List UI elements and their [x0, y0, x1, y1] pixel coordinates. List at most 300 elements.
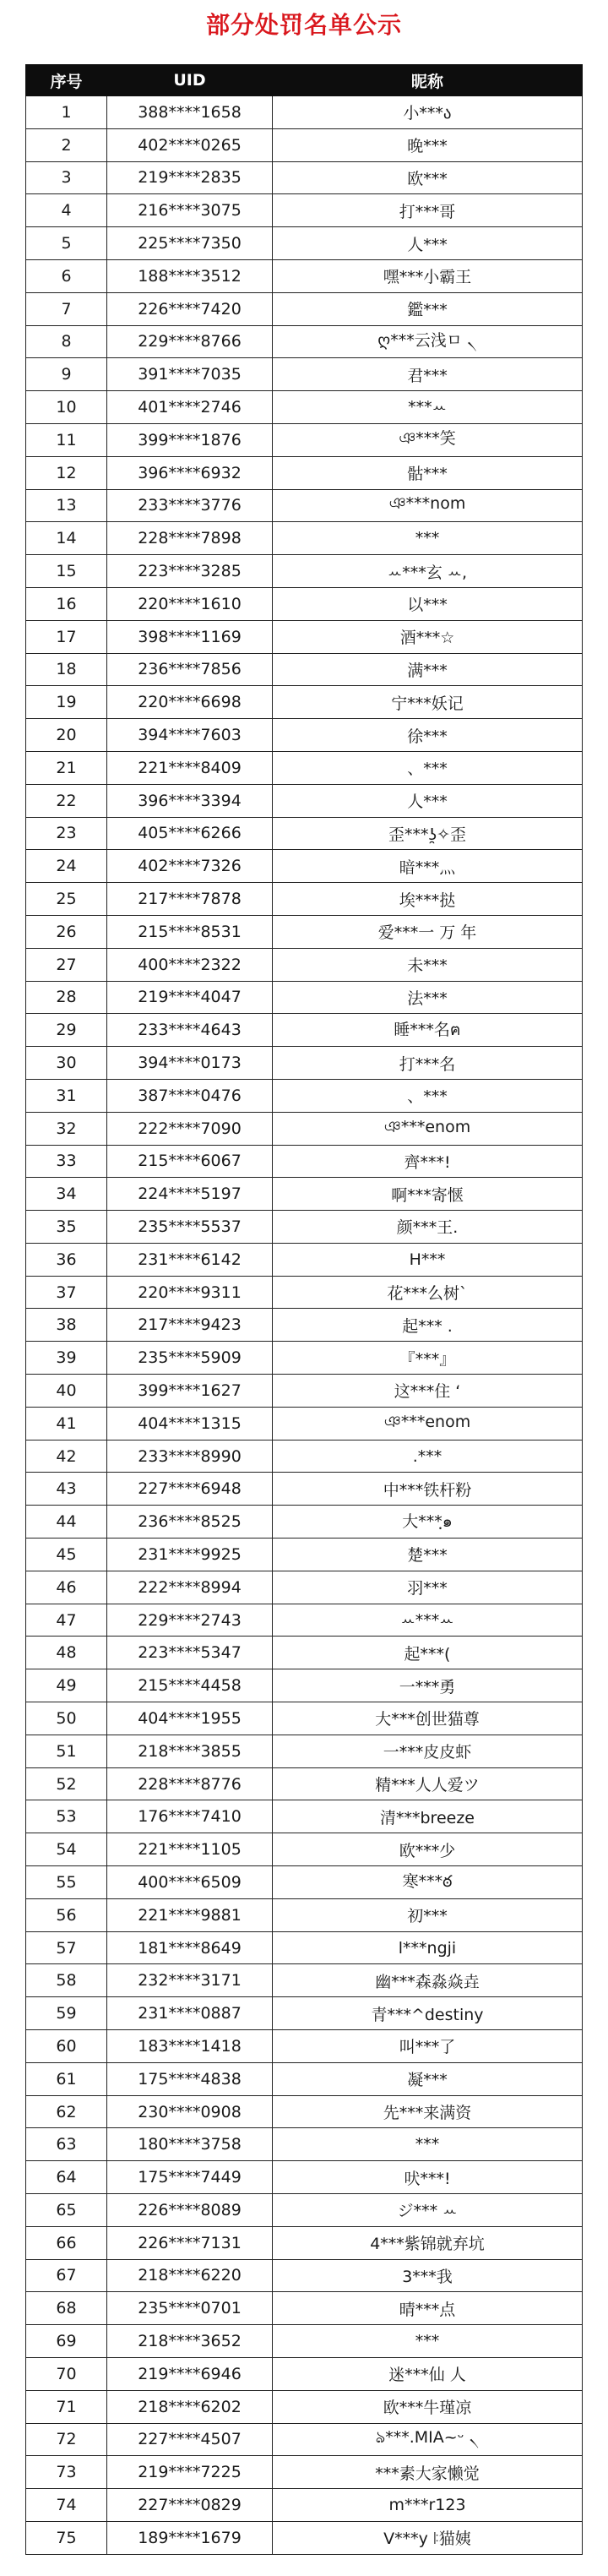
cell-nickname: 幽***森淼焱垚 [273, 1964, 583, 1997]
cell-number: 23 [26, 817, 107, 850]
cell-nickname: ঞ***enom [273, 1407, 583, 1440]
cell-nickname: 这***住 ‘ [273, 1375, 583, 1408]
cell-number: 54 [26, 1833, 107, 1866]
cell-uid: 220****6698 [107, 686, 273, 719]
table-row [26, 587, 583, 620]
cell-number: 52 [26, 1767, 107, 1800]
cell-uid: 227****0829 [107, 2489, 273, 2522]
table-row [26, 1473, 583, 1506]
cell-nickname: 起*** . [273, 1309, 583, 1342]
table-row [26, 2521, 583, 2554]
cell-nickname: 大***创世猫尊 [273, 1702, 583, 1735]
cell-uid: 394****0173 [107, 1047, 273, 1080]
cell-uid: 175****7449 [107, 2161, 273, 2194]
cell-uid: 387****0476 [107, 1079, 273, 1112]
cell-nickname: 、*** [273, 751, 583, 784]
cell-uid: 227****6948 [107, 1473, 273, 1506]
cell-uid: 221****8409 [107, 751, 273, 784]
cell-number: 12 [26, 456, 107, 489]
cell-number: 31 [26, 1079, 107, 1112]
table-row [26, 489, 583, 522]
cell-nickname: 起***( [273, 1637, 583, 1669]
cell-nickname: *** [273, 2128, 583, 2161]
table-row [26, 1506, 583, 1539]
table-row [26, 850, 583, 883]
table-row [26, 2128, 583, 2161]
cell-uid: 233****8990 [107, 1440, 273, 1473]
cell-nickname: ***ꕀ [273, 391, 583, 424]
cell-uid: 216****3075 [107, 194, 273, 227]
cell-number: 35 [26, 1211, 107, 1244]
cell-number: 65 [26, 2194, 107, 2227]
cell-uid: 222****8994 [107, 1571, 273, 1604]
cell-number: 47 [26, 1604, 107, 1637]
cell-number: 43 [26, 1473, 107, 1506]
cell-number: 72 [26, 2423, 107, 2456]
cell-uid: 218****6202 [107, 2390, 273, 2423]
cell-number: 32 [26, 1112, 107, 1145]
cell-nickname: 齊***! [273, 1145, 583, 1178]
cell-nickname: 晴***点 [273, 2292, 583, 2325]
cell-number: 45 [26, 1539, 107, 1571]
table-row [26, 948, 583, 981]
cell-number: 16 [26, 587, 107, 620]
cell-uid: 235****5537 [107, 1211, 273, 1244]
cell-number: 21 [26, 751, 107, 784]
cell-nickname: 人*** [273, 227, 583, 260]
table-row [26, 1571, 583, 1604]
cell-number: 46 [26, 1571, 107, 1604]
cell-uid: 227****4507 [107, 2423, 273, 2456]
cell-nickname: 暗***灬 [273, 850, 583, 883]
cell-nickname: V***y ꖎ猫姨 [273, 2521, 583, 2554]
cell-uid: 404****1955 [107, 1702, 273, 1735]
cell-uid: 230****0908 [107, 2095, 273, 2128]
cell-nickname: 一***皮皮虾 [273, 1735, 583, 1767]
cell-nickname: ꕀ***ꕀ [273, 1604, 583, 1637]
table-row [26, 1276, 583, 1309]
cell-nickname: 埃***挞 [273, 883, 583, 916]
table-row [26, 2489, 583, 2522]
cell-nickname: 君*** [273, 358, 583, 391]
table-row [26, 2456, 583, 2489]
cell-nickname: 打***哥 [273, 194, 583, 227]
table-row [26, 1735, 583, 1767]
cell-number: 70 [26, 2357, 107, 2390]
cell-uid: 396****3394 [107, 784, 273, 817]
cell-number: 11 [26, 423, 107, 456]
table-row [26, 817, 583, 850]
cell-uid: 218****6220 [107, 2259, 273, 2292]
table-row [26, 1964, 583, 1997]
cell-number: 30 [26, 1047, 107, 1080]
table-row [26, 1079, 583, 1112]
cell-nickname: 3***我 [273, 2259, 583, 2292]
cell-uid: 176****7410 [107, 1800, 273, 1833]
table-row [26, 2259, 583, 2292]
cell-uid: 400****2322 [107, 948, 273, 981]
table-row [26, 2325, 583, 2358]
cell-nickname: 法*** [273, 981, 583, 1014]
table-row [26, 1604, 583, 1637]
cell-uid: 221****1105 [107, 1833, 273, 1866]
table-row [26, 1931, 583, 1964]
cell-number: 61 [26, 2062, 107, 2095]
cell-uid: 394****7603 [107, 719, 273, 752]
cell-number: 68 [26, 2292, 107, 2325]
cell-nickname: 楚*** [273, 1539, 583, 1571]
cell-uid: 402****7326 [107, 850, 273, 883]
table-row [26, 1702, 583, 1735]
table-row [26, 1112, 583, 1145]
cell-uid: 228****7898 [107, 522, 273, 555]
table-row [26, 1342, 583, 1375]
cell-nickname: 嘿***小霸王 [273, 259, 583, 292]
table-row [26, 2095, 583, 2128]
table-row [26, 358, 583, 391]
table-row [26, 2226, 583, 2259]
table-row [26, 96, 583, 129]
cell-uid: 231****9925 [107, 1539, 273, 1571]
table-row [26, 161, 583, 194]
cell-number: 56 [26, 1898, 107, 1931]
cell-uid: 226****8089 [107, 2194, 273, 2227]
table-row [26, 1800, 583, 1833]
cell-uid: 175****4838 [107, 2062, 273, 2095]
cell-number: 22 [26, 784, 107, 817]
table-row [26, 391, 583, 424]
cell-number: 5 [26, 227, 107, 260]
cell-number: 63 [26, 2128, 107, 2161]
cell-uid: 229****8766 [107, 325, 273, 358]
cell-number: 14 [26, 522, 107, 555]
cell-number: 42 [26, 1440, 107, 1473]
cell-nickname: 大***ฺ๑ [273, 1506, 583, 1539]
cell-nickname: 爱***一 万 年 [273, 915, 583, 948]
cell-uid: 405****6266 [107, 817, 273, 850]
table-row [26, 2390, 583, 2423]
table-row [26, 1637, 583, 1669]
cell-nickname: 啊***寄惬 [273, 1178, 583, 1211]
cell-nickname: 歪***ʖ̯✧歪 [273, 817, 583, 850]
cell-uid: 219****7225 [107, 2456, 273, 2489]
cell-nickname: ジ*** ꕀ [273, 2194, 583, 2227]
cell-number: 25 [26, 883, 107, 916]
cell-uid: 221****9881 [107, 1898, 273, 1931]
cell-nickname: .*** [273, 1440, 583, 1473]
cell-nickname: 迷***仙 人 [273, 2357, 583, 2390]
cell-number: 64 [26, 2161, 107, 2194]
cell-nickname: ꕀ***玄 ꕀ, [273, 555, 583, 588]
cell-uid: 223****3285 [107, 555, 273, 588]
cell-uid: 391****7035 [107, 358, 273, 391]
cell-number: 58 [26, 1964, 107, 1997]
table-row [26, 456, 583, 489]
table-row [26, 620, 583, 653]
table-row [26, 1898, 583, 1931]
cell-number: 28 [26, 981, 107, 1014]
cell-nickname: 精***人人爱ツ [273, 1767, 583, 1800]
table-row [26, 2292, 583, 2325]
table-row [26, 227, 583, 260]
cell-number: 27 [26, 948, 107, 981]
table-row [26, 522, 583, 555]
cell-uid: 401****2746 [107, 391, 273, 424]
cell-number: 51 [26, 1735, 107, 1767]
cell-number: 41 [26, 1407, 107, 1440]
table-row [26, 981, 583, 1014]
cell-nickname: 欧***少 [273, 1833, 583, 1866]
table-row [26, 784, 583, 817]
table-row [26, 1014, 583, 1047]
cell-number: 33 [26, 1145, 107, 1178]
cell-nickname: 酒***☆ [273, 620, 583, 653]
cell-number: 24 [26, 850, 107, 883]
table-row [26, 719, 583, 752]
cell-number: 71 [26, 2390, 107, 2423]
table-header [26, 65, 583, 96]
cell-uid: 215****8531 [107, 915, 273, 948]
cell-number: 37 [26, 1276, 107, 1309]
cell-nickname: 未*** [273, 948, 583, 981]
cell-uid: 404****1315 [107, 1407, 273, 1440]
cell-nickname: 初*** [273, 1898, 583, 1931]
cell-uid: 399****1627 [107, 1375, 273, 1408]
cell-nickname: ***素大家懒觉 [273, 2456, 583, 2489]
cell-nickname: 中***铁杆粉 [273, 1473, 583, 1506]
cell-nickname: 鑑*** [273, 292, 583, 325]
penalty-list-table [25, 64, 583, 2555]
table-row [26, 1539, 583, 1571]
table-row [26, 1047, 583, 1080]
table-row [26, 423, 583, 456]
cell-number: 8 [26, 325, 107, 358]
cell-uid: 183****1418 [107, 2030, 273, 2063]
cell-number: 75 [26, 2521, 107, 2554]
cell-uid: 226****7131 [107, 2226, 273, 2259]
cell-number: 73 [26, 2456, 107, 2489]
cell-nickname: 晚*** [273, 128, 583, 161]
cell-nickname: 欧*** [273, 161, 583, 194]
cell-nickname: 满*** [273, 653, 583, 686]
cell-nickname: 宁***妖记 [273, 686, 583, 719]
column-header-number: 序号 [26, 65, 107, 96]
cell-nickname: m***r123 [273, 2489, 583, 2522]
cell-uid: 181****8649 [107, 1931, 273, 1964]
cell-nickname: *** [273, 2325, 583, 2358]
cell-uid: 180****3758 [107, 2128, 273, 2161]
table-row [26, 1767, 583, 1800]
cell-number: 10 [26, 391, 107, 424]
cell-uid: 233****4643 [107, 1014, 273, 1047]
table-body [26, 96, 583, 2555]
cell-nickname: ঌ***.MIA~ᵕ ৲ [273, 2423, 583, 2456]
cell-number: 36 [26, 1243, 107, 1276]
cell-number: 59 [26, 1997, 107, 2030]
table-row [26, 2161, 583, 2194]
page-title: 部分处罚名单公示 [205, 11, 402, 39]
cell-number: 50 [26, 1702, 107, 1735]
cell-uid: 396****6932 [107, 456, 273, 489]
cell-nickname: H*** [273, 1243, 583, 1276]
cell-number: 19 [26, 686, 107, 719]
table-row [26, 1178, 583, 1211]
cell-uid: 224****5197 [107, 1178, 273, 1211]
cell-nickname: 一***勇 [273, 1669, 583, 1702]
table-row [26, 259, 583, 292]
cell-number: 1 [26, 96, 107, 129]
cell-uid: 218****3855 [107, 1735, 273, 1767]
cell-uid: 188****3512 [107, 259, 273, 292]
cell-number: 53 [26, 1800, 107, 1833]
cell-uid: 231****6142 [107, 1243, 273, 1276]
table-row [26, 686, 583, 719]
cell-nickname: 打***名 [273, 1047, 583, 1080]
cell-nickname: 『***』 [273, 1342, 583, 1375]
table-row [26, 325, 583, 358]
table-row [26, 1211, 583, 1244]
cell-number: 40 [26, 1375, 107, 1408]
column-header-uid: UID [107, 65, 273, 96]
table-row [26, 128, 583, 161]
cell-number: 74 [26, 2489, 107, 2522]
cell-nickname: 徐*** [273, 719, 583, 752]
cell-uid: 232****3171 [107, 1964, 273, 1997]
cell-nickname: 吠***! [273, 2161, 583, 2194]
cell-nickname: 颜***王. [273, 1211, 583, 1244]
table-row [26, 883, 583, 916]
cell-number: 13 [26, 489, 107, 522]
cell-number: 20 [26, 719, 107, 752]
table-row [26, 1997, 583, 2030]
cell-uid: 229****2743 [107, 1604, 273, 1637]
table-row [26, 915, 583, 948]
table-row [26, 1375, 583, 1408]
cell-number: 55 [26, 1866, 107, 1899]
cell-number: 29 [26, 1014, 107, 1047]
table-row [26, 2030, 583, 2063]
table-row [26, 1145, 583, 1178]
cell-nickname: 寒***ఠ [273, 1866, 583, 1899]
cell-nickname: 先***来满资 [273, 2095, 583, 2128]
cell-nickname: 睡***名ฅ [273, 1014, 583, 1047]
cell-uid: 235****0701 [107, 2292, 273, 2325]
cell-uid: 215****4458 [107, 1669, 273, 1702]
column-header-nickname: 昵称 [273, 65, 583, 96]
cell-uid: 215****6067 [107, 1145, 273, 1178]
cell-nickname: 欧***牛瑾凉 [273, 2390, 583, 2423]
table-row [26, 555, 583, 588]
cell-nickname: *** [273, 522, 583, 555]
table-row [26, 1833, 583, 1866]
cell-uid: 388****1658 [107, 96, 273, 129]
cell-nickname: ঞ***笑 [273, 423, 583, 456]
cell-number: 39 [26, 1342, 107, 1375]
cell-uid: 220****1610 [107, 587, 273, 620]
table-row [26, 2357, 583, 2390]
cell-number: 48 [26, 1637, 107, 1669]
cell-uid: 236****7856 [107, 653, 273, 686]
cell-number: 49 [26, 1669, 107, 1702]
cell-nickname: ঞ***enom [273, 1112, 583, 1145]
cell-number: 44 [26, 1506, 107, 1539]
cell-number: 34 [26, 1178, 107, 1211]
cell-uid: 398****1169 [107, 620, 273, 653]
cell-nickname: 4***紫锦就弃坑 [273, 2226, 583, 2259]
cell-uid: 223****5347 [107, 1637, 273, 1669]
cell-number: 57 [26, 1931, 107, 1964]
table-row [26, 2194, 583, 2227]
cell-uid: 218****3652 [107, 2325, 273, 2358]
cell-number: 2 [26, 128, 107, 161]
cell-uid: 228****8776 [107, 1767, 273, 1800]
cell-number: 38 [26, 1309, 107, 1342]
cell-uid: 399****1876 [107, 423, 273, 456]
cell-nickname: ღ***云浅ㅁ ৲ [273, 325, 583, 358]
table-row [26, 2062, 583, 2095]
cell-nickname: 叫***了 [273, 2030, 583, 2063]
cell-uid: 219****6946 [107, 2357, 273, 2390]
cell-uid: 400****6509 [107, 1866, 273, 1899]
cell-number: 3 [26, 161, 107, 194]
cell-uid: 226****7420 [107, 292, 273, 325]
table-row [26, 292, 583, 325]
cell-nickname: 凝*** [273, 2062, 583, 2095]
cell-nickname: 、*** [273, 1079, 583, 1112]
table-row [26, 751, 583, 784]
cell-uid: 219****4047 [107, 981, 273, 1014]
cell-number: 15 [26, 555, 107, 588]
cell-number: 9 [26, 358, 107, 391]
cell-nickname: ঞ***nom [273, 489, 583, 522]
table-row [26, 1866, 583, 1899]
cell-uid: 217****9423 [107, 1309, 273, 1342]
cell-uid: 222****7090 [107, 1112, 273, 1145]
table-row [26, 1309, 583, 1342]
cell-uid: 231****0887 [107, 1997, 273, 2030]
cell-nickname: 以*** [273, 587, 583, 620]
table-row [26, 1243, 583, 1276]
table-row [26, 653, 583, 686]
cell-number: 18 [26, 653, 107, 686]
table-row [26, 194, 583, 227]
cell-uid: 219****2835 [107, 161, 273, 194]
cell-nickname: 羽*** [273, 1571, 583, 1604]
cell-uid: 233****3776 [107, 489, 273, 522]
cell-uid: 225****7350 [107, 227, 273, 260]
cell-number: 67 [26, 2259, 107, 2292]
table-row [26, 2423, 583, 2456]
cell-number: 4 [26, 194, 107, 227]
cell-nickname: 人*** [273, 784, 583, 817]
cell-nickname: 青***^destiny [273, 1997, 583, 2030]
table-row [26, 1407, 583, 1440]
cell-nickname: 骷*** [273, 456, 583, 489]
cell-uid: 235****5909 [107, 1342, 273, 1375]
cell-number: 7 [26, 292, 107, 325]
cell-uid: 189****1679 [107, 2521, 273, 2554]
header-row [26, 65, 583, 96]
cell-nickname: 清***breeze [273, 1800, 583, 1833]
cell-uid: 217****7878 [107, 883, 273, 916]
cell-number: 6 [26, 259, 107, 292]
cell-uid: 236****8525 [107, 1506, 273, 1539]
cell-nickname: 小***ა [273, 96, 583, 129]
cell-number: 26 [26, 915, 107, 948]
cell-uid: 220****9311 [107, 1276, 273, 1309]
cell-nickname: 花***么树` [273, 1276, 583, 1309]
cell-nickname: l***ngji [273, 1931, 583, 1964]
